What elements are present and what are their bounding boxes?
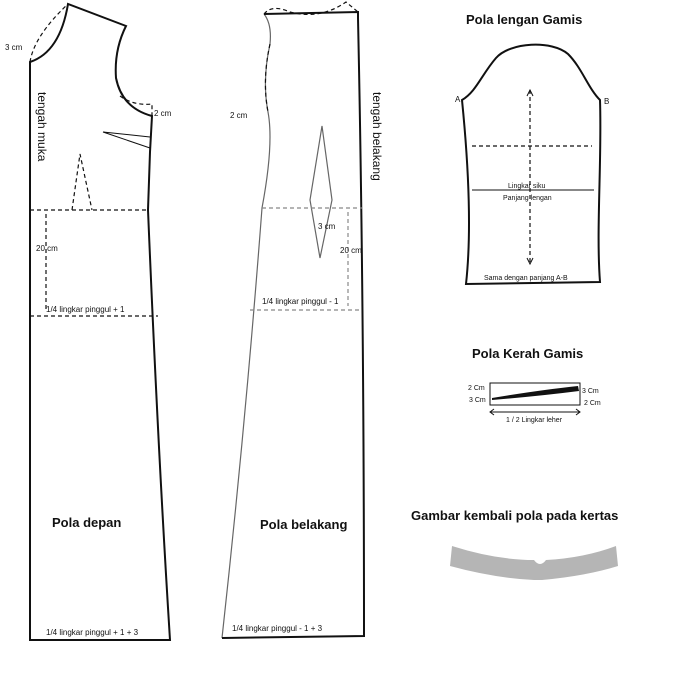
collar-pattern [468,346,601,424]
back-hem-label: 1/4 lingkar pinggul - 1 + 3 [232,624,323,633]
back-fish-dart [310,126,332,258]
sleeve-length-label: Panjang lengan [503,195,552,202]
sleeve-point-a: A [455,95,461,104]
sleeve-bottom-label: Sama dengan panjang A-B [484,275,568,282]
redraw-collar-shape [450,546,618,580]
front-shoulder-cm: 2 cm [154,109,172,118]
front-neck-cm: 3 cm [5,43,23,52]
front-center-label: tengah muka [35,92,49,162]
back-pattern [222,2,384,638]
back-length-label: 20 cm [340,246,362,255]
sleeve-pattern [455,12,609,284]
front-length-label: 20 cm [36,244,58,253]
collar-width-label: 1 / 2 Lingkar leher [506,417,563,424]
sleeve-point-b: B [604,97,610,106]
back-shoulder-cm: 2 cm [230,111,248,120]
front-waist-dart [72,154,92,210]
back-center-label: tengah belakang [370,92,384,181]
front-hem-label: 1/4 lingkar pinggul + 1 + 3 [46,628,139,637]
back-dart-label: 3 cm [318,222,336,231]
front-hip-label: 1/4 lingkar pinggul + 1 [46,305,125,314]
back-outline-right [222,12,364,638]
front-outline [30,4,170,640]
front-pattern [5,4,172,640]
collar-left-bottom: 3 Cm [469,397,486,404]
back-hip-label: 1/4 lingkar pinggul - 1 [262,297,339,306]
sleeve-outline [462,45,600,284]
redraw-section [411,508,618,580]
front-neck-dash [30,4,68,62]
front-bust-dart [103,132,150,148]
collar-title: Pola Kerah Gamis [472,346,584,361]
collar-right-top: 3 Cm [582,388,599,395]
redraw-title: Gambar kembali pola pada kertas [411,508,619,523]
back-outline-left [222,14,270,638]
collar-right-bottom: 2 Cm [584,400,601,407]
collar-left-top: 2 Cm [468,385,485,392]
sleeve-elbow-label: Lingkar siku [508,183,546,190]
sleeve-title: Pola lengan Gamis [466,12,583,27]
collar-curve [492,386,579,400]
front-title: Pola depan [52,515,122,530]
back-title: Pola belakang [260,517,348,532]
